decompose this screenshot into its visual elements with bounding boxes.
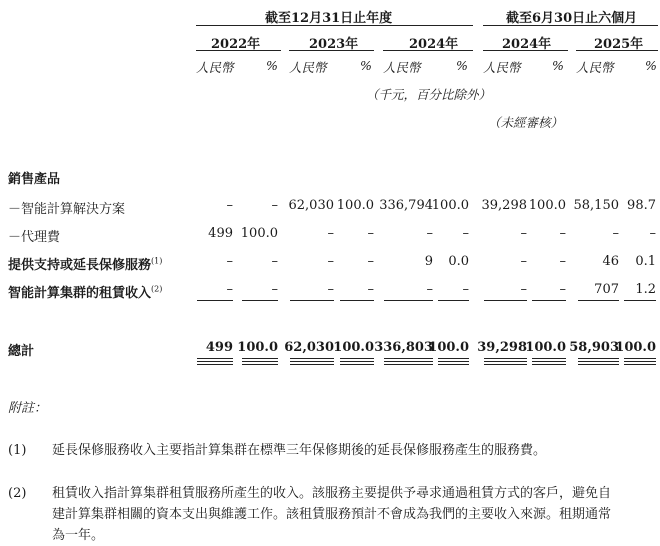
year-2022: 2022年 [211, 37, 261, 52]
table-cell: – [226, 282, 233, 297]
unit-rmb-2022: 人民幣 [196, 60, 234, 75]
table-cell: – [367, 282, 374, 297]
unit-rmb-2024: 人民幣 [383, 60, 421, 75]
total-cell: 100.0 [237, 340, 278, 355]
table-cell: – [559, 254, 566, 269]
note-text-1: 延長保修服務收入主要指計算集群在標準三年保修期後的延長保修服務產生的服務費。 [52, 443, 547, 458]
year-2024-annual-rule [383, 50, 473, 51]
table-cell: 100.0 [240, 226, 278, 241]
table-cell: 100.0 [431, 198, 469, 213]
note-text-2-line-1: 租賃收入指計算集群租賃服務所產生的收入。該服務主要提供予尋求通過租賃方式的客戶，避免自 [52, 486, 612, 501]
subtotal-rule [242, 300, 278, 301]
year-2023-rule [289, 50, 374, 51]
total-cell: 62,030 [284, 340, 334, 355]
row-label-rental: 智能計算集群的租賃收入$^{(2)}$ [8, 284, 163, 301]
unit-pct-2024: % [456, 58, 468, 73]
year-2025-half-rule [576, 50, 658, 51]
table-cell: 1.2 [635, 282, 656, 297]
table-cell: – [327, 226, 334, 241]
table-cell: 336,794 [379, 198, 433, 213]
year-2024-half-rule [483, 50, 568, 51]
unit-pct-2024-half: % [552, 58, 564, 73]
total-cell: 336,803 [374, 340, 433, 355]
subtotal-rule [532, 300, 566, 301]
total-cell: 58,903 [569, 340, 619, 355]
table-cell: – [520, 226, 527, 241]
table-cell: – [612, 226, 619, 241]
units-note: （千元，百分比除外） [366, 87, 492, 102]
row-label-support: 提供支持或延長保修服務$^{(1)}$ [8, 256, 163, 273]
table-cell: – [327, 282, 334, 297]
table-cell: 100.0 [336, 198, 374, 213]
subtotal-rule [438, 300, 469, 301]
table-cell: 100.0 [528, 198, 566, 213]
year-2024-annual: 2024年 [409, 37, 459, 52]
table-cell: – [271, 198, 278, 213]
note-number-1: (1) [8, 443, 27, 458]
unit-rmb-2025: 人民幣 [576, 60, 614, 75]
unit-rmb-2023: 人民幣 [289, 60, 327, 75]
table-cell: – [520, 254, 527, 269]
table-cell: – [271, 282, 278, 297]
footnote-ref-1: (1) [151, 256, 163, 266]
year-2025-half: 2025年 [594, 37, 644, 52]
table-cell: 707 [594, 282, 619, 297]
notes-title: 附註： [8, 401, 48, 416]
year-2023: 2023年 [309, 37, 359, 52]
total-cell: 100.0 [615, 340, 656, 355]
subtotal-rule [484, 300, 527, 301]
subtotal-rule [578, 300, 619, 301]
table-cell: – [559, 226, 566, 241]
table-cell: – [327, 254, 334, 269]
total-cell: 100.0 [525, 340, 566, 355]
unaudited-note: （未經審核） [488, 115, 564, 130]
unit-pct-2025: % [645, 58, 657, 73]
table-cell: 62,030 [288, 198, 334, 213]
table-cell: – [367, 226, 374, 241]
table-cell: 9 [424, 254, 433, 269]
table-cell: – [226, 254, 233, 269]
table-cell: – [559, 282, 566, 297]
row-label-solutions: －智能計算解決方案 [8, 202, 126, 217]
total-cell: 499 [205, 340, 233, 355]
subtotal-rule [340, 300, 374, 301]
footnote-ref-2: (2) [151, 284, 163, 294]
note-text-2-line-3: 為一年。 [52, 528, 105, 543]
subtotal-rule [290, 300, 334, 301]
subtotal-rule [384, 300, 433, 301]
unit-pct-2023: % [360, 58, 372, 73]
year-2022-rule [196, 50, 281, 51]
table-cell: – [271, 254, 278, 269]
table-cell: – [649, 226, 656, 241]
note-text-2-line-2: 建計算集群相關的資本支出與維護工作。該租賃服務預計不會成為我們的主要收入來源。租期通常 [52, 507, 612, 522]
table-cell: – [367, 254, 374, 269]
subtotal-rule [624, 300, 656, 301]
table-cell: – [520, 282, 527, 297]
table-cell: 98.7 [627, 198, 656, 213]
total-cell: 100.0 [333, 340, 374, 355]
table-cell: – [462, 226, 469, 241]
header-group-halfyear: 截至6月30日止六個月 [506, 11, 638, 26]
table-cell: 39,298 [481, 198, 527, 213]
header-group-year: 截至12月31日止年度 [265, 11, 393, 26]
unit-pct-2022: % [266, 58, 278, 73]
table-cell: – [426, 226, 433, 241]
row-label-agency: －代理費 [8, 230, 61, 245]
note-number-2: (2) [8, 486, 27, 501]
total-cell: 39,298 [477, 340, 527, 355]
table-cell: 58,150 [573, 198, 619, 213]
table-cell: – [462, 282, 469, 297]
header-group-halfyear-rule [483, 25, 658, 26]
table-cell: – [426, 282, 433, 297]
table-cell: – [226, 198, 233, 213]
subtotal-rule [197, 300, 233, 301]
section-title: 銷售產品 [8, 172, 61, 187]
header-group-year-rule [196, 25, 473, 26]
table-cell: 0.0 [448, 254, 469, 269]
table-cell: 499 [208, 226, 233, 241]
year-2024-half: 2024年 [502, 37, 552, 52]
total-label: 總計 [8, 344, 35, 359]
total-cell: 100.0 [428, 340, 469, 355]
table-cell: 46 [602, 254, 619, 269]
table-cell: 0.1 [635, 254, 656, 269]
unit-rmb-2024-half: 人民幣 [483, 60, 521, 75]
